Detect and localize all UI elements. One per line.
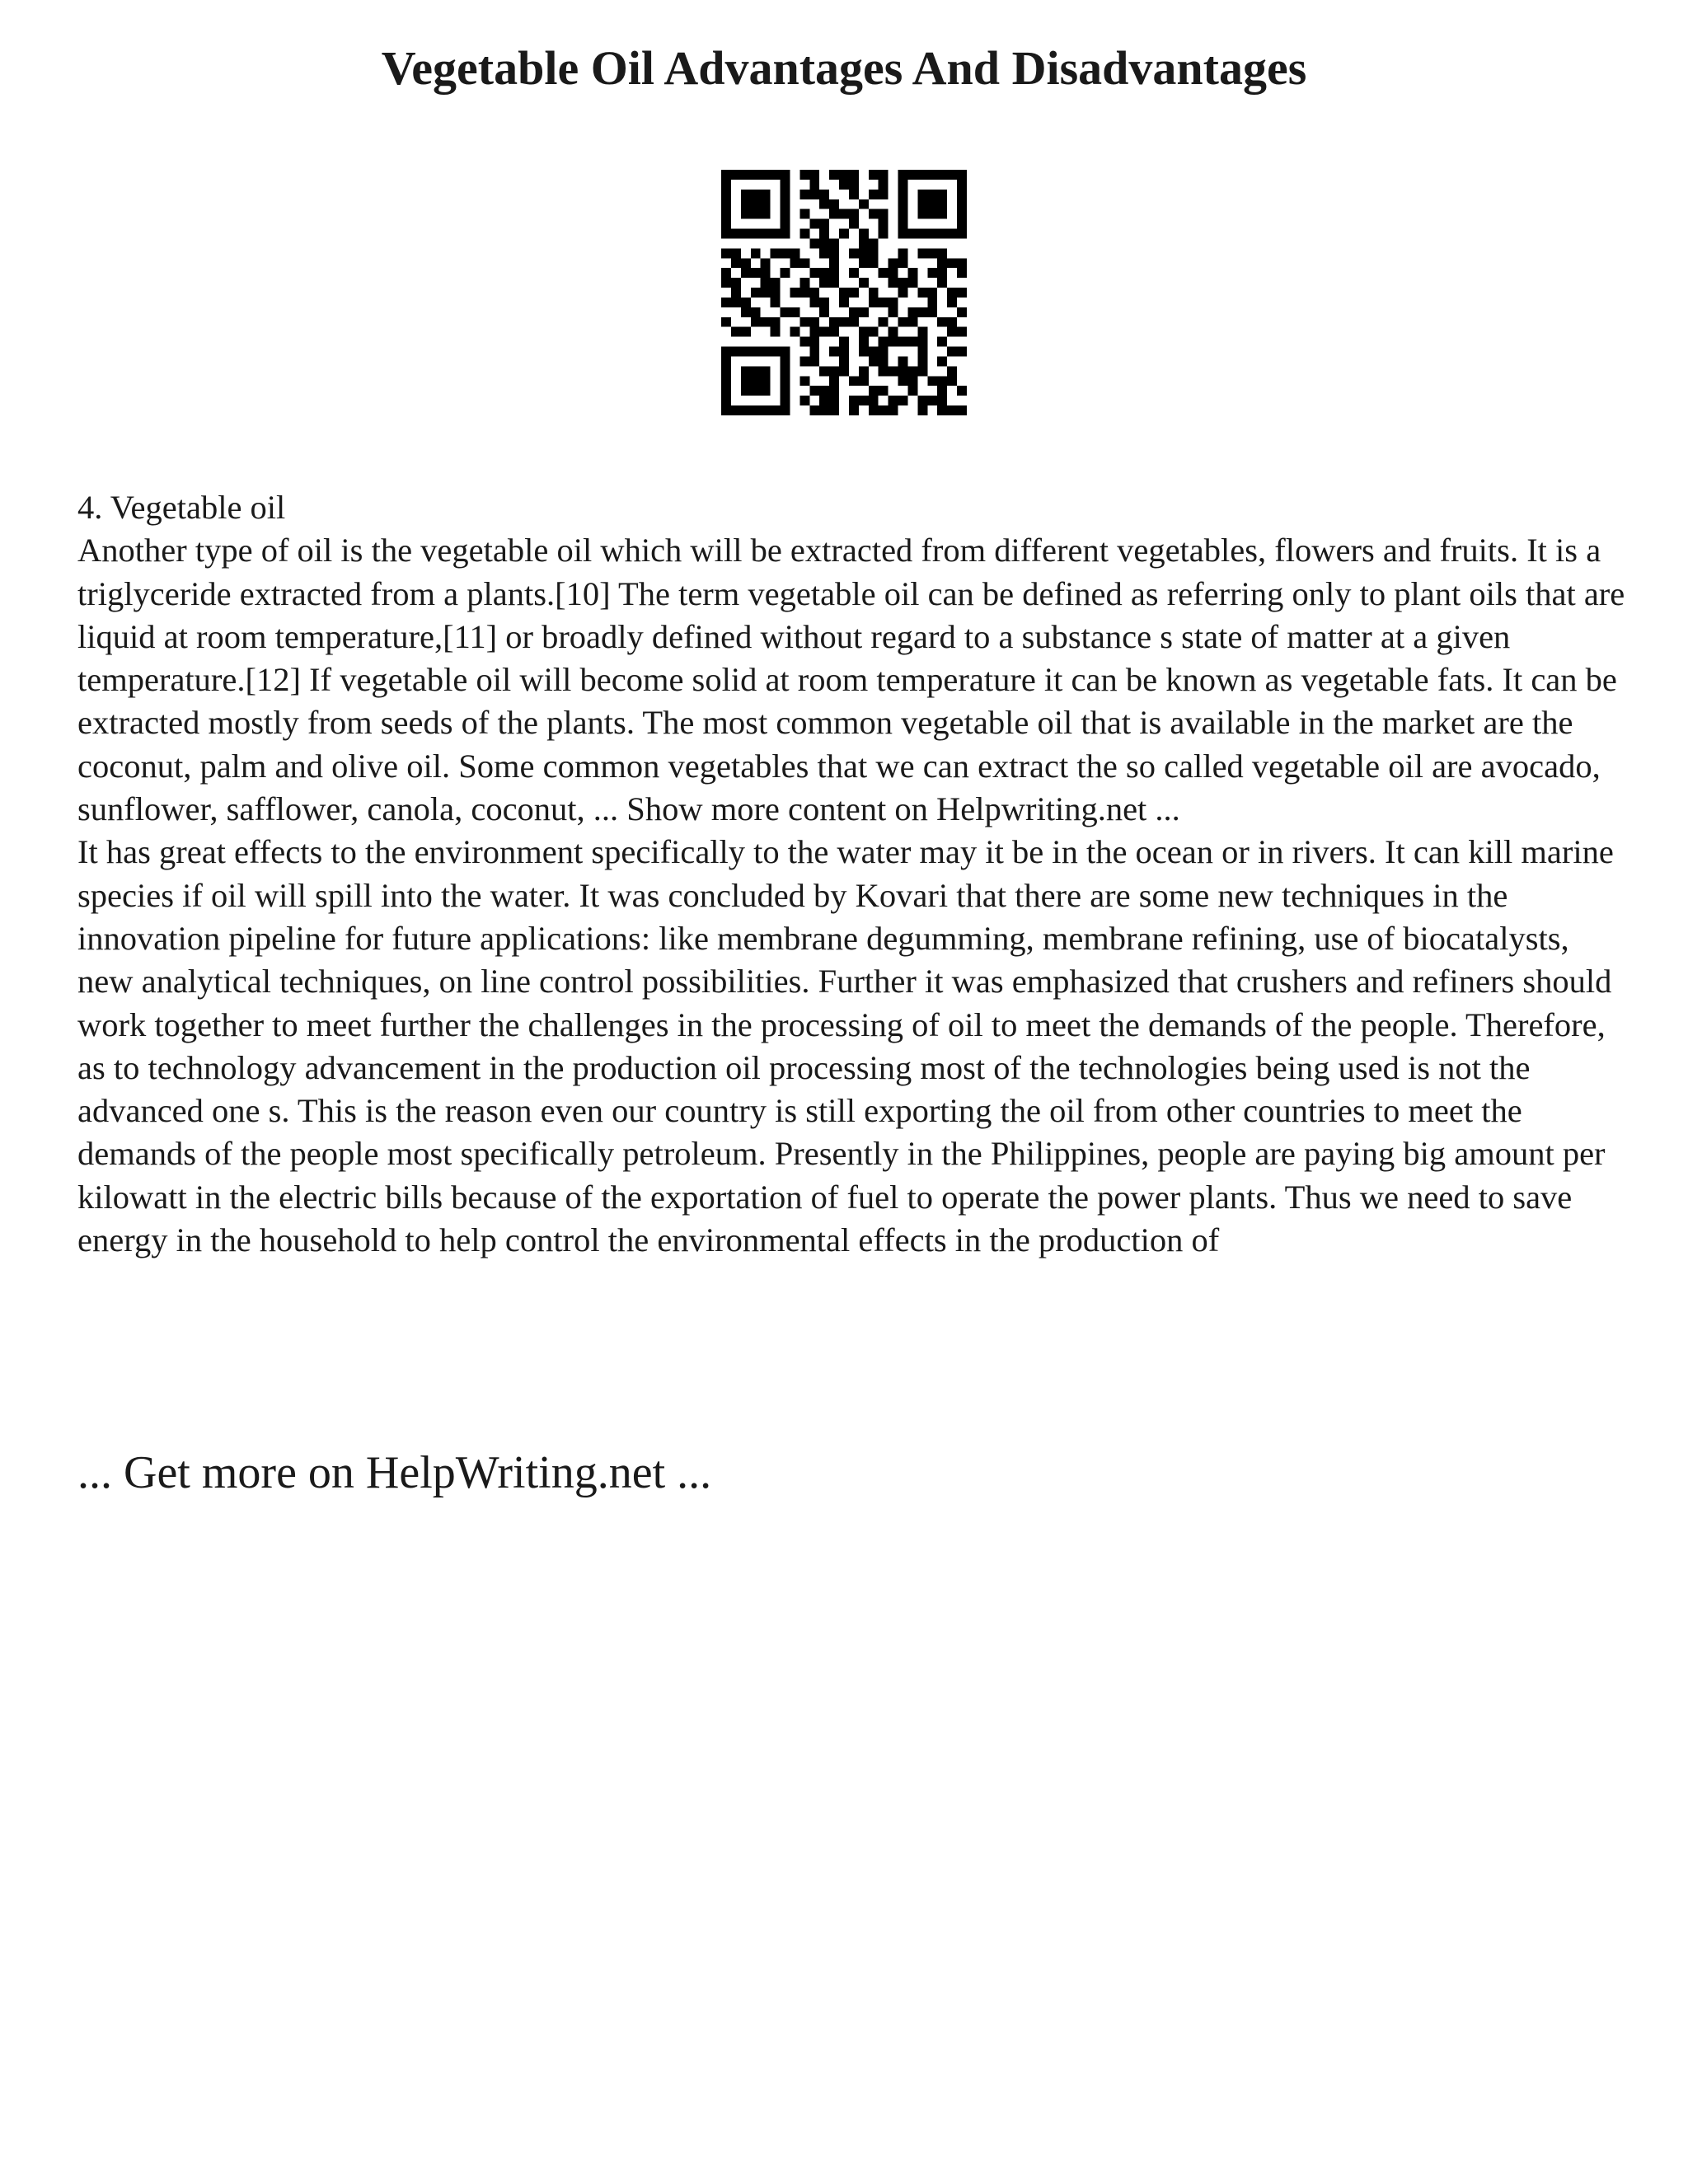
- paragraph-2: It has great effects to the environment specifically to the water may it be in the ocean or in rivers. It can kill marine species if oil will spill into the water. It was concluded by Kovari that there are some new techniques in the innovation pipeline for future applications: like membrane degumming, membrane refining, use of biocatalysts, new analytical techniques, on line control possibilities. Further it was emphasized that crushers and refiners should work together to meet further the challenges in the processing of oil to meet the demands of the people. Therefore, as to technology advancement in the production oil processing most of the technologies being used is not the advanced one s. This is the reason even our country is still exporting the oil from other countries to meet the demands of the people most specifically petroleum. Presently in the Philippines, people are paying big amount per kilowatt in the electric bills because of the exportation of fuel to operate the power plants. Thus we need to save energy in the household to help control the environmental effects in the production of: [77, 833, 1614, 1259]
- article-body: [77, 486, 1627, 1262]
- qr-code-icon: [721, 170, 967, 415]
- get-more-link[interactable]: ... Get more on HelpWriting.net ...: [77, 1447, 712, 1498]
- paragraph-1: Another type of oil is the vegetable oil which will be extracted from different vegetables, flowers and fruits. It is a triglyceride extracted from a plants.[10] The term vegetable oil can be defined as referring only to plant oils that are liquid at room temperature,[11] or broadly defined without regard to a substance s state of matter at a given temperature.[12] If vegetable oil will become solid at room temperature it can be known as vegetable fats. It can be extracted mostly from seeds of the plants. The most common vegetable oil that is available in the market are the coconut, palm and olive oil. Some common vegetables that we can extract the so called vegetable oil are avocado, sunflower, safflower, canola, coconut, ... Show more content on Helpwriting.net ...: [77, 532, 1625, 828]
- section-heading: 4. Vegetable oil: [77, 489, 286, 526]
- document-title: Vegetable Oil Advantages And Disadvantages: [381, 41, 1307, 95]
